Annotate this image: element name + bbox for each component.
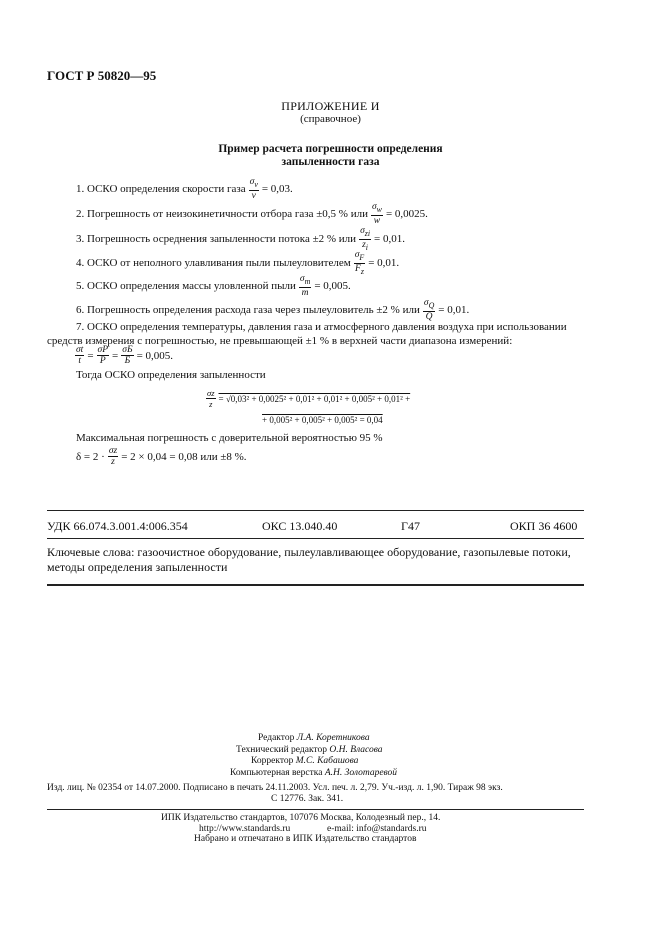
item-1: 1. ОСКО определения скорости газа $\frac{\sigma_v}{v}$ = 0,03. bbox=[76, 177, 293, 201]
middle-rule bbox=[47, 538, 584, 539]
top-rule bbox=[47, 510, 584, 511]
appendix-subtitle: (справочное) bbox=[300, 113, 361, 125]
then-text: Тогда ОСКО определения запыленности bbox=[76, 369, 266, 381]
credits bbox=[230, 733, 398, 779]
item-3: 3. Погрешность осреднения запыленности потока ±2 % или $\frac{\sigma_{zi}}{z_i}$ = 0,01. bbox=[76, 226, 405, 252]
fraction: $\frac{\sigma_F}{F_z}$ bbox=[354, 250, 365, 276]
publisher-url[interactable]: http://www.standards.ru bbox=[199, 824, 291, 834]
oks-code: ОКС 13.040.40 bbox=[262, 519, 338, 533]
keywords: Ключевые слова: газоочистное оборудование, пылеулавливающее оборудование, газопылевые потоки, методы определения запыленности bbox=[47, 545, 571, 574]
root-formula-line-1: $\frac{\sigma z}{z}$ = √0,03² + 0,0025² + 0,01² + 0,01² + 0,005² + 0,01² + bbox=[207, 388, 411, 409]
publisher-email[interactable]: e-mail: info@standards.ru bbox=[327, 824, 427, 834]
item-4: 4. ОСКО от неполного улавливания пыли пылеуловителем $\frac{\sigma_F}{F_z}$ = 0,01. bbox=[76, 250, 400, 276]
okp-code: ОКП 36 4600 bbox=[510, 519, 578, 533]
tech-editor-line: Технический редактор О.Н. Власова bbox=[236, 744, 383, 755]
print-info-line-1: Изд. лиц. № 02354 от 14.07.2000. Подписано в печать 24.11.2003. Усл. печ. л. 2,79. Уч.-изд. л. 1,90. Тираж 98 экз. bbox=[47, 783, 503, 793]
delta-formula: δ = 2 · $\frac{\sigma z}{z}$ = 2 × 0,04 = 0,08 или ±8 %. bbox=[76, 446, 247, 467]
group-code: Г47 bbox=[401, 519, 420, 533]
appendix-title: ПРИЛОЖЕНИЕ И bbox=[281, 99, 380, 113]
heading-line-2: запыленности газа bbox=[281, 156, 380, 168]
item-7: 7. ОСКО определения температуры, давления газа и атмосферного давления воздуха при использовании средств измерения с погрешностью, не превышающей ±1 % в верхней части диапазона измерений: bbox=[47, 321, 567, 347]
root-formula-line-2: + 0,005² + 0,005² + 0,005² = 0,04 bbox=[262, 415, 383, 425]
fraction: $\frac{\sigma_w}{w}$ bbox=[371, 202, 382, 226]
fraction: $\frac{\sigma_m}{m}$ bbox=[299, 274, 311, 298]
item-2: 2. Погрешность от неизокинетичности отбора газа ±0,5 % или $\frac{\sigma_w}{w}$ = 0,0025. bbox=[76, 202, 428, 226]
fraction: $\frac{\sigma_{zi}}{z_i}$ bbox=[360, 226, 371, 252]
item-5: 5. ОСКО определения массы уловленной пыли $\frac{\sigma_m}{m}$ = 0,005. bbox=[76, 274, 351, 298]
max-error-text: Максимальная погрешность с доверительной вероятностью 95 % bbox=[76, 432, 383, 444]
corrector-line: Корректор М.С. Кабашова bbox=[251, 756, 359, 766]
fraction: $\frac{\sigma_Q}{Q}$ bbox=[423, 298, 435, 322]
layout-line: Компьютерная верстка А.Н. Золотаревой bbox=[230, 767, 398, 778]
item-6: 6. Погрешность определения расхода газа через пылеуловитель ±2 % или $\frac{\sigma_Q}{Q}$ = 0,01. bbox=[76, 298, 470, 322]
bottom-rule bbox=[47, 584, 584, 586]
publisher-line-1: ИПК Издательство стандартов, 107076 Москва, Колодезный пер., 14. bbox=[161, 813, 441, 823]
publisher-line-3: Набрано и отпечатано в ИПК Издательство стандартов bbox=[194, 834, 417, 844]
print-info-line-2: С 12776. Зак. 341. bbox=[271, 794, 344, 804]
footer-rule bbox=[47, 809, 584, 810]
udk-code: УДК 66.074.3.001.4:006.354 bbox=[47, 519, 188, 533]
heading-line-1: Пример расчета погрешности определения bbox=[218, 143, 443, 155]
standard-code: ГОСТ Р 50820—95 bbox=[47, 68, 157, 83]
editor-line: Редактор Л.А. Коретникова bbox=[258, 733, 370, 743]
fraction: $\frac{\sigma_v}{v}$ bbox=[249, 177, 258, 201]
item-7-formula: $\frac{\sigma t}{t}$ = $\frac{\sigma P}{P}$ = $\frac{\sigma Б}{Б}$ = 0,005. bbox=[76, 345, 174, 366]
